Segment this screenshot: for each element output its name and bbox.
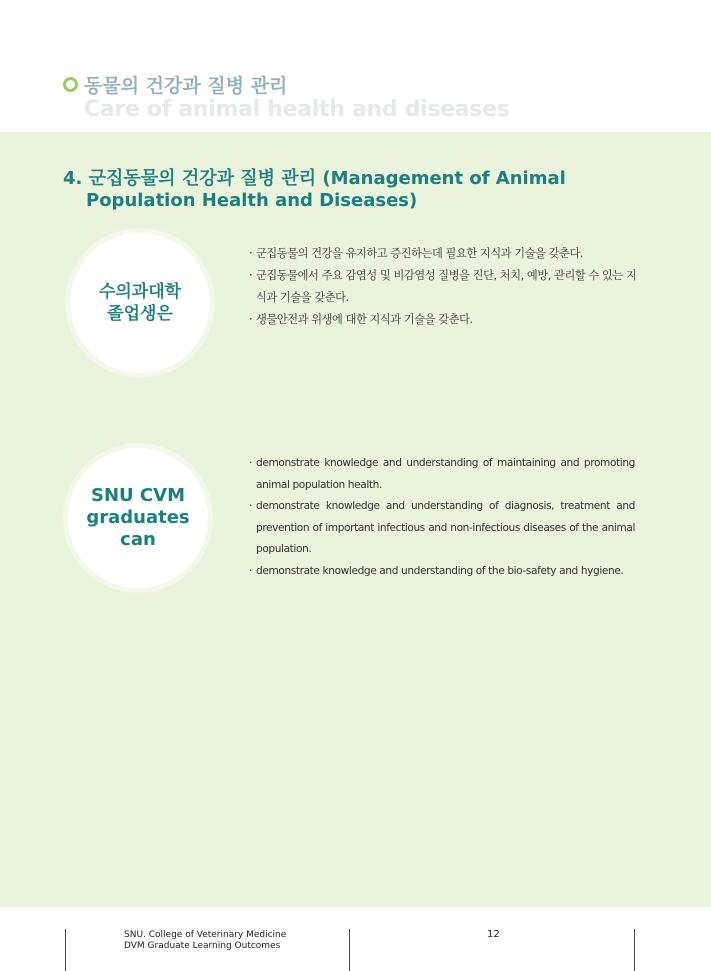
english-outcome-list: [249, 453, 635, 582]
list-item: · demonstrate knowledge and understanding of maintaining and promoting animal population health.: [249, 453, 635, 496]
footer-line1: SNU. College of Veterinary Medicine: [124, 930, 287, 940]
list-item: · 생물안전과 위생에 대한 지식과 기술을 갖춘다.: [249, 309, 639, 331]
outcome-title-line1: 4. 군집동물의 건강과 질병 관리 (Management of Animal: [63, 168, 566, 189]
list-item: · 군집동물의 건강을 유지하고 증진하는데 필요한 지식과 기술을 갖춘다.: [249, 243, 639, 265]
korean-outcome-list: [249, 243, 639, 331]
page-header: [0, 0, 711, 132]
footer-divider: [634, 929, 635, 971]
korean-graduates-badge: [70, 233, 210, 373]
list-item: · demonstrate knowledge and understanding of the bio-safety and hygiene.: [249, 561, 635, 583]
footer-divider: [65, 929, 66, 971]
badge-en-line1: SNU CVM: [91, 485, 185, 506]
footer-institution: [124, 930, 286, 952]
section-title-korean: 동물의 건강과 질병 관리: [84, 75, 288, 97]
page-number: 12: [487, 929, 500, 940]
english-graduates-badge: [68, 448, 208, 588]
section-title-english: Care of animal health and diseases: [84, 97, 510, 122]
badge-en-line3: can: [120, 529, 156, 550]
footer-divider: [349, 929, 350, 971]
outcome-title: [63, 168, 623, 212]
badge-ko-line1: 수의과대학: [98, 282, 182, 302]
badge-ko-line2: 졸업생은: [107, 304, 173, 324]
page-footer: [0, 907, 711, 971]
footer-line2: DVM Graduate Learning Outcomes: [124, 941, 281, 951]
list-item: · demonstrate knowledge and understanding of diagnosis, treatment and prevention of important infectious and non-infectious diseases of the animal population.: [249, 496, 635, 561]
badge-en-line2: graduates: [86, 507, 190, 528]
outcome-title-line2: Population Health and Diseases): [86, 190, 418, 211]
list-item: · 군집동물에서 주요 감염성 및 비감염성 질병을 진단, 처치, 예방, 관리할 수 있는 지식과 기술을 갖춘다.: [249, 265, 639, 309]
section-bullet-icon: [63, 77, 78, 92]
